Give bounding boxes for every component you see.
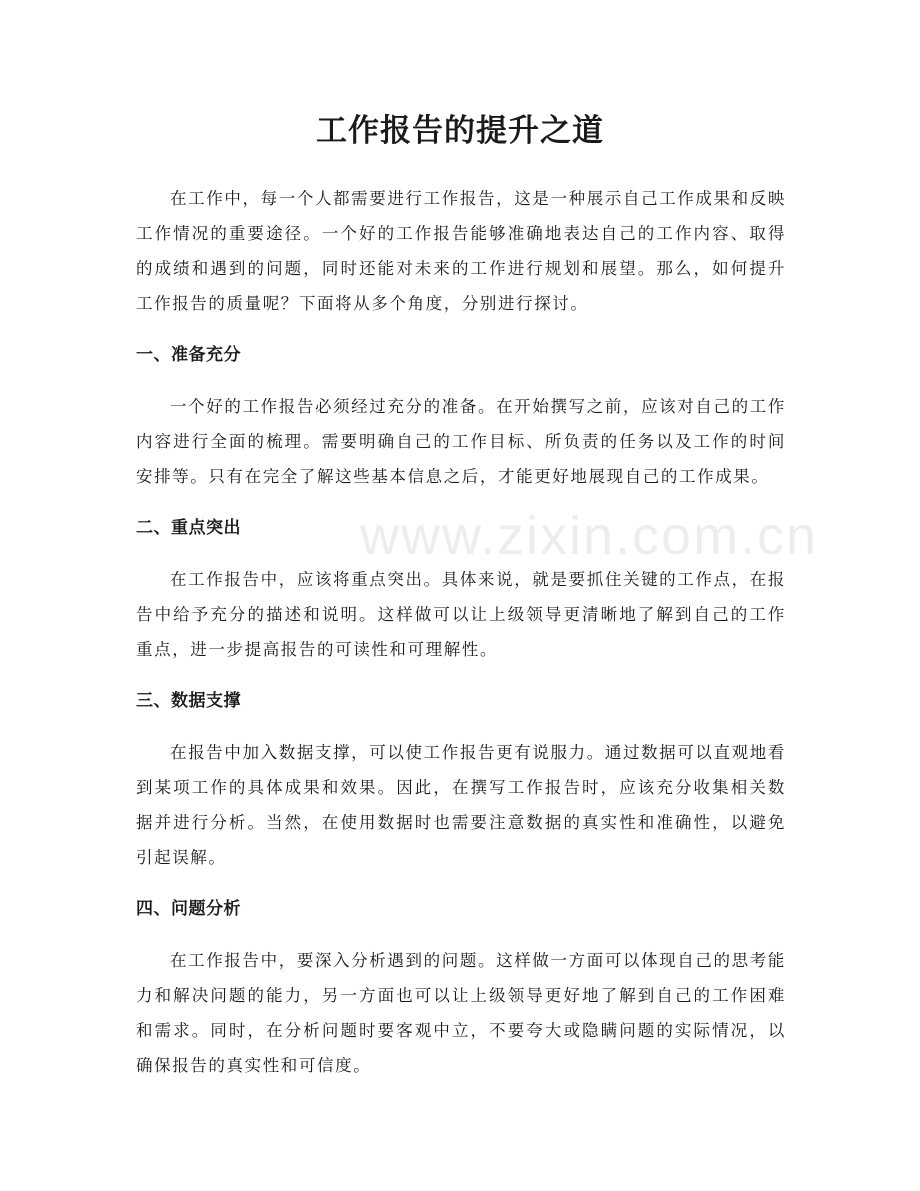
document-body — [136, 181, 786, 1083]
section-heading-preparation: 一、准备充分 — [136, 345, 241, 365]
section-body-focus: 在工作报告中，应该将重点突出。具体来说，就是要抓住关键的工作点，在报告中给予充分的描述和说明。这样做可以让上级领导更清晰地了解到自己的工作重点，进一步提高报告的可读性和可理解性。 — [136, 570, 786, 659]
section-heading-data: 三、数据支撑 — [136, 691, 241, 711]
section-body-data: 在报告中加入数据支撑，可以使工作报告更有说服力。通过数据可以直观地看到某项工作的具体成果和效果。因此，在撰写工作报告时，应该充分收集相关数据并进行分析。当然，在使用数据时也需要注意数据的真实性和准确性，以避免引起误解。 — [136, 743, 786, 867]
section-body-preparation: 一个好的工作报告必须经过充分的准备。在开始撰写之前，应该对自己的工作内容进行全面的梳理。需要明确自己的工作目标、所负责的任务以及工作的时间安排等。只有在完全了解这些基本信息之后，才能更好地展现自己的工作成果。 — [136, 397, 786, 486]
section-body-analysis: 在工作报告中，要深入分析遇到的问题。这样做一方面可以体现自己的思考能力和解决问题的能力，另一方面也可以让上级领导更好地了解到自己的工作困难和需求。同时，在分析问题时要客观中立，不要夸大或隐瞒问题的实际情况，以确保报告的真实性和可信度。 — [136, 951, 786, 1075]
intro-paragraph: 在工作中，每一个人都需要进行工作报告，这是一种展示自己工作成果和反映工作情况的重要途径。一个好的工作报告能够准确地表达自己的工作内容、取得的成绩和遇到的问题，同时还能对未来的工作进行规划和展望。那么，如何提升工作报告的质量呢？下面将从多个角度，分别进行探讨。 — [136, 189, 786, 313]
document-title: 工作报告的提升之道 — [316, 113, 604, 149]
watermark: www.zixin.com.cn — [360, 506, 819, 566]
section-heading-analysis: 四、问题分析 — [136, 899, 241, 919]
section-heading-focus: 二、重点突出 — [136, 518, 241, 538]
